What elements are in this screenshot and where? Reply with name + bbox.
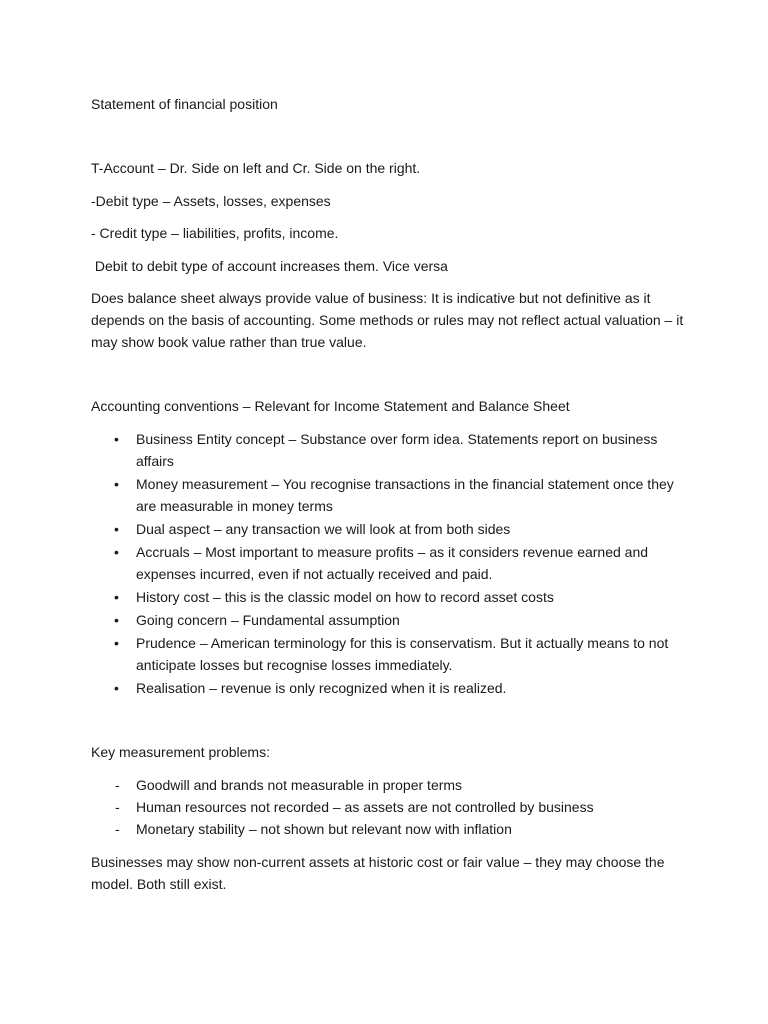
list-item (91, 796, 691, 818)
list-item (91, 473, 691, 517)
debit-rule-line: Debit to debit type of account increases them. Vice versa (91, 258, 448, 274)
list-item-text: Business Entity concept – Substance over form idea. Statements report on business affairs (136, 431, 658, 469)
list-item (91, 518, 691, 540)
bullet-icon: • (114, 521, 119, 537)
dash-icon: - (115, 777, 120, 793)
balance-sheet-paragraph: Does balance sheet always provide value of business: It is indicative but not definitive as it depends on the basis of accounting. Some methods or rules may not reflect actual valuation – it may show book value rather than true value. (91, 290, 684, 350)
list-item (91, 677, 691, 699)
conventions-list (91, 428, 691, 699)
debit-type-line: -Debit type – Assets, losses, expenses (91, 193, 331, 209)
bullet-icon: • (114, 635, 119, 651)
list-item-text: Going concern – Fundamental assumption (136, 612, 400, 628)
dash-icon: - (115, 799, 120, 815)
bullet-icon: • (114, 476, 119, 492)
list-item (91, 609, 691, 631)
document-title: Statement of financial position (91, 96, 278, 112)
list-item-text: History cost – this is the classic model on how to record asset costs (136, 589, 554, 605)
bullet-icon: • (114, 612, 119, 628)
list-item (91, 632, 691, 676)
bullet-icon: • (114, 589, 119, 605)
list-item (91, 541, 691, 585)
credit-type-line: - Credit type – liabilities, profits, income. (91, 225, 339, 241)
list-item (91, 774, 691, 796)
dash-icon: - (115, 821, 120, 837)
list-item (91, 586, 691, 608)
list-item-text: Realisation – revenue is only recognized when it is realized. (136, 680, 507, 696)
bullet-icon: • (114, 544, 119, 560)
bullet-icon: • (114, 431, 119, 447)
conventions-heading: Accounting conventions – Relevant for Income Statement and Balance Sheet (91, 398, 570, 414)
t-account-line: T-Account – Dr. Side on left and Cr. Side on the right. (91, 160, 421, 176)
document-page (91, 93, 691, 895)
list-item-text: Human resources not recorded – as assets are not controlled by business (136, 799, 594, 815)
bullet-icon: • (114, 680, 119, 696)
list-item (91, 428, 691, 472)
list-item-text: Goodwill and brands not measurable in proper terms (136, 777, 463, 793)
list-item-text: Accruals – Most important to measure profits – as it considers revenue earned and expenses incurred, even if not actually received and paid. (136, 544, 649, 582)
problems-list (91, 774, 691, 840)
closing-paragraph: Businesses may show non-current assets at historic cost or fair value – they may choose the model. Both still exist. (91, 854, 665, 892)
list-item (91, 818, 691, 840)
list-item-text: Monetary stability – not shown but relevant now with inflation (136, 821, 512, 837)
problems-heading: Key measurement problems: (91, 744, 270, 760)
list-item-text: Money measurement – You recognise transactions in the financial statement once they are measurable in money terms (136, 476, 674, 514)
list-item-text: Prudence – American terminology for this is conservatism. But it actually means to not anticipate losses but recognise losses immediately. (136, 635, 669, 673)
list-item-text: Dual aspect – any transaction we will look at from both sides (136, 521, 511, 537)
